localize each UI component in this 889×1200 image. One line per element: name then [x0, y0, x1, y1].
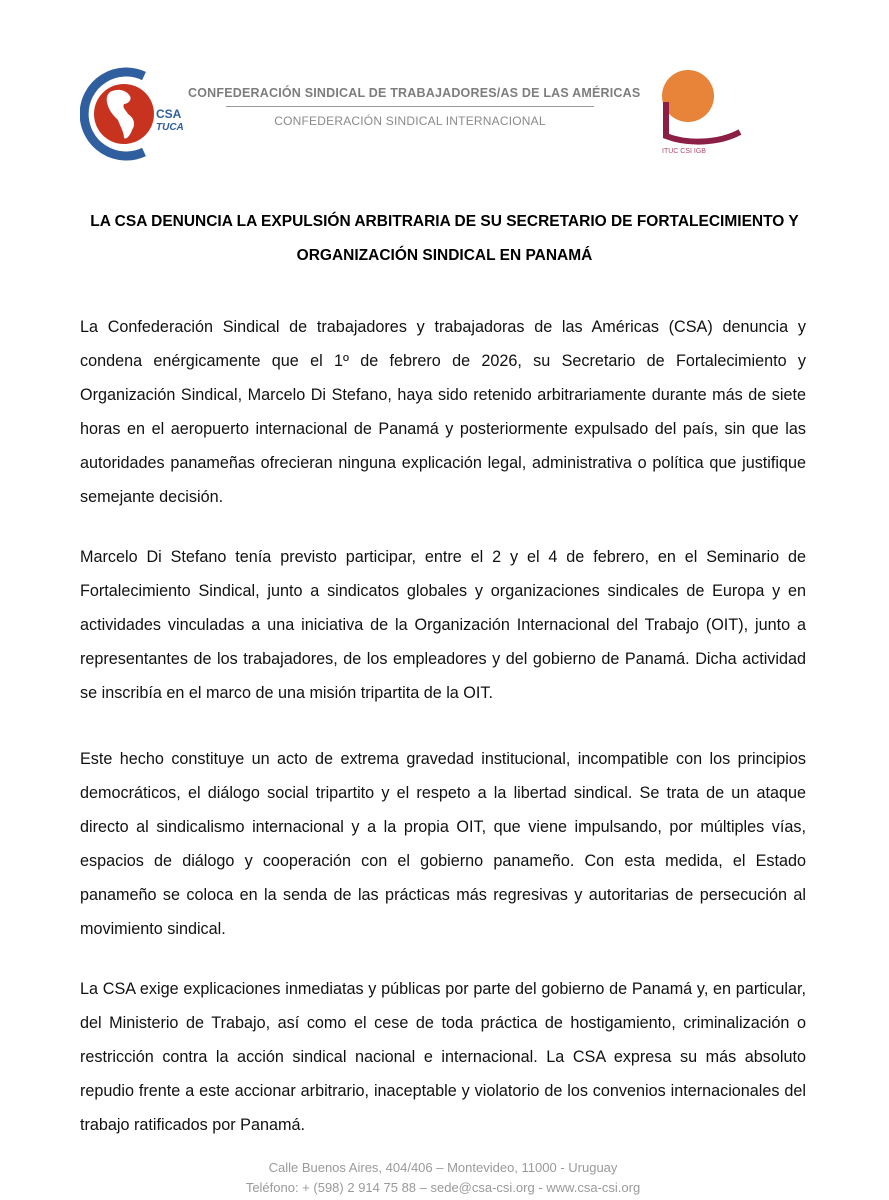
paragraph-1: La Confederación Sindical de trabajadores y trabajadoras de las Américas (CSA) denuncia y condena enérgicamente que el 1º de febrero de 2026, su Secretario de Fortalecimiento y Organización Sindical, Marcelo Di Stefano, haya sido retenido arbitrariamente durante más de siete horas en el aeropuerto internacional de Panamá y posteriormente expulsado del país, sin que las autoridades panameñas ofrecieran ninguna explicación legal, administrativa o política que justifique semejante decisión. [80, 318, 806, 506]
document-title [80, 205, 809, 273]
csa-tuca-logo [80, 66, 190, 161]
letterhead [0, 0, 889, 180]
footer-address-text: Calle Buenos Aires, 404/406 – Montevideo, 11000 - Uruguay [268, 1160, 618, 1175]
organization-name: CONFEDERACIÓN SINDICAL DE TRABAJADORES/AS DE LAS AMÉRICAS [188, 86, 641, 100]
ituc-logo-text: ITUC CSI IGB [662, 148, 706, 155]
header-divider [226, 106, 594, 107]
tuca-logo-text: TUCA [156, 122, 184, 133]
paragraph-4: La CSA exige explicaciones inmediatas y públicas por parte del gobierno de Panamá y, en particular, del Ministerio de Trabajo, así como el cese de toda práctica de hostigamiento, criminalización o restricción contra la acción sindical nacional e internacional. La CSA expresa su más absoluto repudio frente a este accionar arbitrario, inaceptable y violatorio de los convenios internacionales del trabajo ratificados por Panamá. [80, 980, 806, 1134]
paragraph-2: Marcelo Di Stefano tenía previsto participar, entre el 2 y el 4 de febrero, en el Seminario de Fortalecimiento Sindical, junto a sindicatos globales y organizaciones sindicales de Europa y en actividades vinculadas a una iniciativa de la Organización Internacional del Trabajo (OIT), junto a representantes de los trabajadores, de los empleadores y del gobierno de Panamá. Dicha actividad se inscribía en el marco de una misión tripartita de la OIT. [80, 548, 806, 702]
title-line-1: LA CSA DENUNCIA LA EXPULSIÓN ARBITRARIA DE SU SECRETARIO DE FORTALECIMIENTO Y [90, 213, 799, 230]
paragraph-3: Este hecho constituye un acto de extrema gravedad institucional, incompatible con los principios democráticos, el diálogo social tripartito y el respeto a la libertad sindical. Se trata de un ataque directo al sindicalismo internacional y a la propia OIT, que viene impulsando, por múltiples vías, espacios de diálogo y cooperación con el gobierno panameño. Con esta medida, el Estado panameño se coloca en la senda de las prácticas más regresivas y autoritarias de persecución al movimiento sindical. [80, 750, 806, 938]
organization-subtitle: CONFEDERACIÓN SINDICAL INTERNACIONAL [274, 114, 546, 128]
csa-logo-text: CSA [156, 107, 182, 121]
title-line-2: ORGANIZACIÓN SINDICAL EN PANAMÁ [296, 247, 593, 264]
footer-contact-text: Teléfono: + (598) 2 914 75 88 – sede@csa-csi.org - www.csa-csi.org [245, 1180, 641, 1195]
ituc-logo [658, 66, 748, 161]
